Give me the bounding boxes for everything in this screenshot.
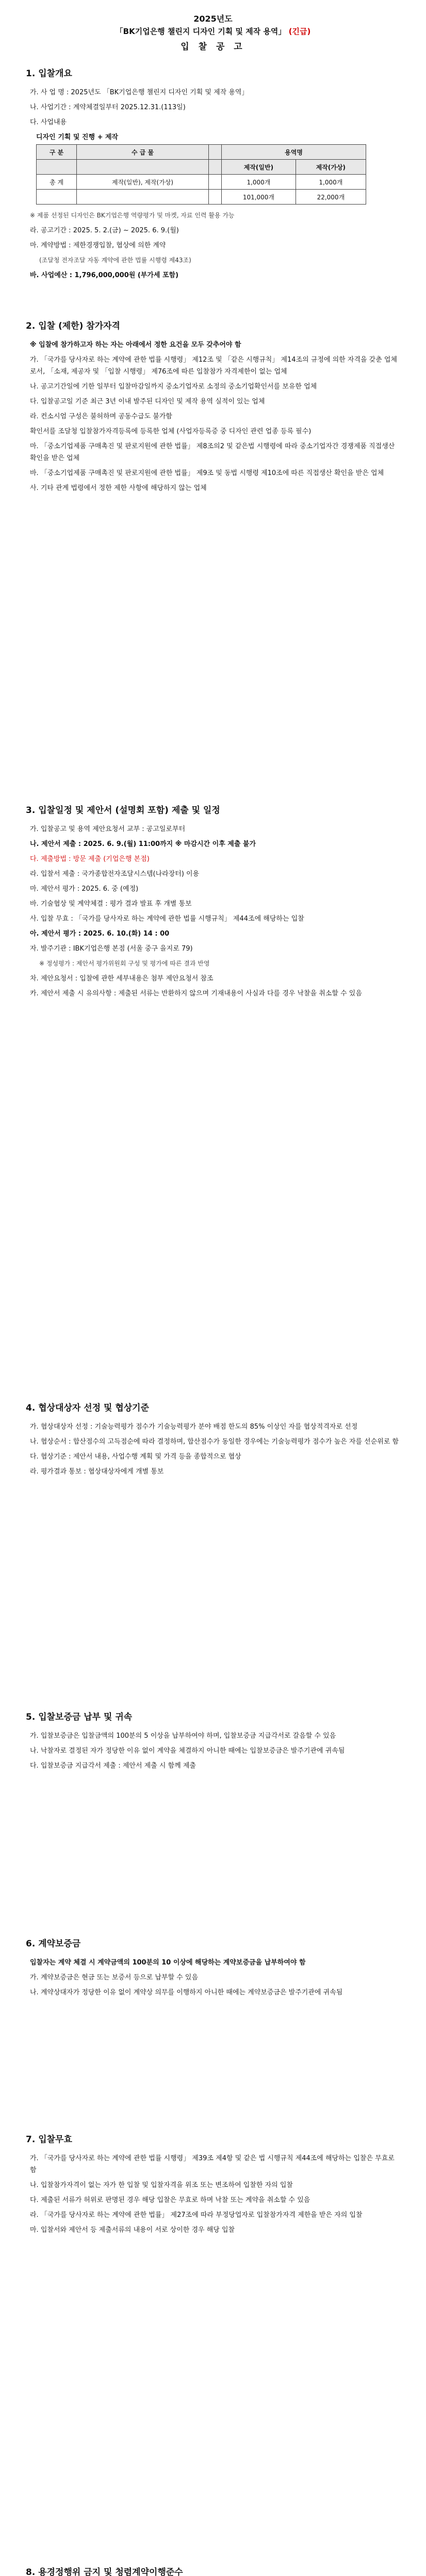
invalid-item: 마. 입찰서와 제안서 등 제출서류의 내용이 서로 상이한 경우 해당 입찰 <box>30 2226 235 2234</box>
invalid-item: 라. 「국가를 당사자로 하는 계약에 관한 법률」 제27조에 따라 부정당업자로 입찰참가자격 제한을 받은 자의 입찰 <box>30 2211 363 2219</box>
eligibility-item: 바. 「중소기업제품 구매촉진 및 판로지원에 관한 법률」 제9조 및 동법 시행령 제10조에 따른 직접생산 확인을 받은 업체 <box>30 469 384 477</box>
section-schedule <box>26 804 400 1003</box>
contract-bond-item: 가. 계약보증금은 현금 또는 보증서 등으로 납부할 수 있음 <box>30 1974 199 1981</box>
schedule-item: 사. 입찰 무효 : 「국가를 당사자로 하는 계약에 관한 법률 시행규칙」 제44조에 해당하는 입찰 <box>30 915 304 923</box>
schedule-item: 다. 제출방법 : 방문 제출 (기업은행 본점) <box>30 855 150 863</box>
section-integrity <box>26 2566 400 2576</box>
invalid-item: 가. 「국가를 당사자로 하는 계약에 관한 법률 시행령」 제39조 제4항 및 같은 법 시행규칙 제44조에 해당하는 입찰은 무효로 함 <box>30 2155 395 2174</box>
eligibility-item: 마. 「중소기업제품 구매촉진 및 판로지원에 관한 법률」 제8조의2 및 같은법 시행령에 따라 중소기업자간 경쟁제품 직접생산확인을 받은 업체 <box>30 443 395 462</box>
section-heading: 2. 입찰 (제한) 참가자격 <box>26 321 120 331</box>
notice-subtitle: 입 찰 공 고 <box>181 42 245 52</box>
overview-item: 가. 사 업 명 : 2025년도 「BK기업은행 챌린지 디자인 기획 및 제작 용역」 <box>30 89 249 96</box>
urgent-badge: (긴급) <box>288 27 311 36</box>
negotiation-item: 다. 협상기준 : 제안서 내용, 사업수행 계획 및 가격 등을 종합적으로 협상 <box>30 1453 241 1461</box>
notice-title-main: 「BK기업은행 챌린지 디자인 기획 및 제작 용역」 <box>115 27 286 36</box>
schedule-item: 바. 기술협상 및 계약체결 : 평가 결과 발표 후 개별 통보 <box>30 900 192 908</box>
schedule-item: 아. 제안서 평가 : 2025. 6. 10.(화) 14 : 00 <box>30 930 170 938</box>
bid-bond-item: 가. 입찰보증금은 입찰금액의 100분의 5 이상을 납부하여야 하며, 입찰보증금 지급각서로 갈음할 수 있음 <box>30 1732 336 1740</box>
notice-year: 2025년도 <box>193 14 233 24</box>
table-row: 제작(일반) 제작(가상) <box>37 160 366 175</box>
schedule-item: 라. 입찰서 제출 : 국가종합전자조달시스템(나라장터) 이용 <box>30 870 200 878</box>
contract-bond-item: 나. 계약상대자가 정당한 이유 없이 계약상 의무를 이행하지 아니한 때에는 계약보증금은 발주기관에 귀속됨 <box>30 1989 343 1996</box>
section-heading: 8. 용경정행위 금지 및 청렴계약이행준수 <box>26 2567 183 2576</box>
section-heading: 4. 협상대상자 선정 및 협상기준 <box>26 1403 150 1413</box>
notice-title <box>0 26 426 37</box>
overview-item: 마. 계약방법 : 제한경쟁입찰, 협상에 의한 계약 <box>30 242 166 249</box>
schedule-item: 자. 발주기관 : IBK기업은행 본점 (서울 중구 을지로 79) <box>30 945 193 953</box>
invalid-item: 다. 제출된 서류가 허위로 판명된 경우 해당 입찰은 무효로 하며 낙찰 또는 계약을 취소할 수 있음 <box>30 2196 310 2204</box>
schedule-item: 나. 제안서 제출 : 2025. 6. 9.(월) 11:00까지 ※ 마감시간 이후 제출 불가 <box>30 840 256 848</box>
section-heading: 7. 입찰무효 <box>26 2134 72 2145</box>
section-overview <box>26 67 400 284</box>
eligibility-lead: ※ 입찰에 참가하고자 하는 자는 아래에서 정한 요건을 모두 갖추어야 함 <box>30 341 241 349</box>
section-bid-bond <box>26 1710 400 1775</box>
eligibility-item: 확인서를 조달청 입찰참가자격등록에 등록한 업체 (사업자등록증 중 디자인 관련 업종 등록 필수) <box>30 428 312 435</box>
invalid-item: 나. 입찰참가자격이 없는 자가 한 입찰 및 입찰자격을 위조 또는 변조하여 입찰한 자의 입찰 <box>30 2181 293 2189</box>
eligibility-item: 사. 기타 관계 법령에서 정한 제한 사항에 해당하지 않는 업체 <box>30 484 207 492</box>
section-invalid-bid <box>26 2133 400 2239</box>
schedule-item: 가. 입찰공고 및 용역 제안요청서 교부 : 공고일로부터 <box>30 825 186 833</box>
contract-bond-lead: 입찰자는 계약 체결 시 계약금액의 100분의 10 이상에 해당하는 계약보증금을 납부하여야 함 <box>30 1959 306 1967</box>
bid-bond-item: 다. 입찰보증금 지급각서 제출 : 제안서 제출 시 함께 제출 <box>30 1762 196 1770</box>
schedule-item: 마. 제안서 평가 : 2025. 6. 중 (예정) <box>30 885 139 893</box>
section-eligibility <box>26 319 400 497</box>
overview-note: (조달청 전자조달 자동 계약에 관한 법률 시행령 제43조) <box>39 257 191 264</box>
table-row: 총 계 제작(일반), 제작(가상) 1,000개 1,000개 <box>37 175 366 190</box>
negotiation-item: 라. 평가결과 통보 : 협상대상자에게 개별 통보 <box>30 1468 164 1476</box>
table-row: 구 분 수 급 물 용역명 <box>37 145 366 160</box>
overview-item: 다. 사업내용 <box>30 118 67 126</box>
table-caption: 디자인 기획 및 진행 + 제작 <box>36 133 119 141</box>
eligibility-item: 가. 「국가를 당사자로 하는 계약에 관한 법률 시행령」 제12조 및 「같은 시행규칙」 제14조의 규정에 의한 자격을 갖춘 업체로서, 「소재, 제공자 및 「입찰 시행령」 제76조에 따른 입찰참가 자격제한이 없는 업체 <box>30 356 398 376</box>
overview-item: 나. 사업기간 : 계약체결일부터 2025.12.31.(113일) <box>30 104 186 111</box>
eligibility-item: 나. 공고기간일에 기한 일부터 입찰마감일까지 중소기업자로 소정의 중소기업확인서를 보유한 업체 <box>30 383 317 391</box>
overview-note: ※ 제품 선정된 디자인은 BK기업은행 역량평가 및 마켓, 자료 인력 활용 가능 <box>30 212 235 219</box>
eligibility-item: 라. 컨소시엄 구성은 불허하며 공동수급도 불가함 <box>30 413 172 420</box>
table-row: 101,000개 22,000개 <box>37 190 366 205</box>
bid-bond-item: 나. 낙찰자로 결정된 자가 정당한 이유 없이 계약을 체결하지 아니한 때에는 입찰보증금은 발주기관에 귀속됨 <box>30 1747 345 1755</box>
schedule-item: 카. 제안서 제출 시 유의사항 : 제출된 서류는 반환하지 않으며 기재내용이 사실과 다를 경우 낙찰을 취소할 수 있음 <box>30 990 362 997</box>
negotiation-item: 가. 협상대상자 선정 : 기술능력평가 점수가 기술능력평가 분야 배점 한도의 85% 이상인 자를 협상적격자로 선정 <box>30 1423 358 1431</box>
section-heading: 6. 계약보증금 <box>26 1939 81 1949</box>
section-negotiation <box>26 1401 400 1481</box>
eligibility-item: 다. 입찰공고일 기준 최근 3년 이내 발주된 디자인 및 제작 용역 실적이 있는 업체 <box>30 398 265 405</box>
negotiation-item: 나. 협상순서 : 합산점수의 고득점순에 따라 결정하며, 합산점수가 동일한 경우에는 기술능력평가 점수가 높은 자를 선순위로 함 <box>30 1438 399 1446</box>
schedule-note: ※ 정성평가 : 제안서 평가위원회 구성 및 평가에 따른 결과 반영 <box>39 960 210 967</box>
section-contract-bond <box>26 1937 400 2002</box>
schedule-item: 차. 제안요청서 : 입찰에 관한 세부내용은 첨부 제안요청서 참조 <box>30 975 214 982</box>
section-heading: 5. 입찰보증금 납부 및 귀속 <box>26 1712 133 1722</box>
section-heading: 1. 입찰개요 <box>26 69 72 79</box>
overview-item: 라. 공고기간 : 2025. 5. 2.(금) ~ 2025. 6. 9.(월) <box>30 227 179 234</box>
section-heading: 3. 입찰일정 및 제안서 (설명회 포함) 제출 및 일정 <box>26 805 220 816</box>
overview-budget: 바. 사업예산 : 1,796,000,000원 (부가세 포함) <box>30 272 179 279</box>
scope-table <box>36 144 366 205</box>
